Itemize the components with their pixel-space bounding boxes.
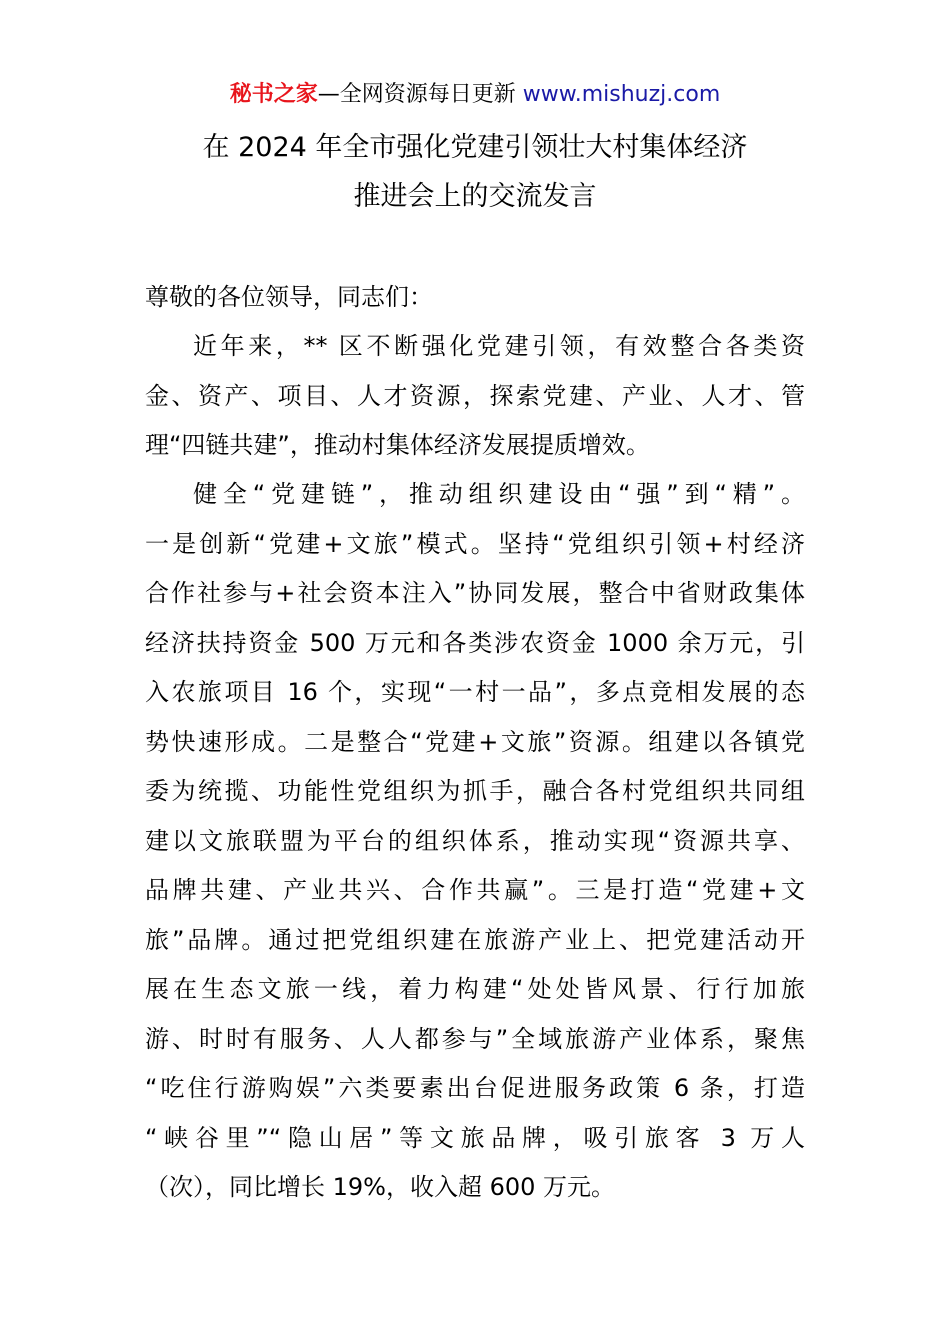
paragraph-line: “峡谷里”“隐山居”等文旅品牌，吸引旅客 3 万人 <box>145 1124 805 1152</box>
site-tagline: —全网资源每日更新 <box>317 82 523 107</box>
paragraph-line: 建以文旅联盟为平台的组织体系，推动实现“资源共享、 <box>145 827 805 855</box>
paragraph-line: 品牌共建、产业共兴、合作共赢”。三是打造“党建+文 <box>145 876 805 904</box>
document-title-line-2: 推进会上的交流发言 <box>353 181 597 212</box>
site-brand: 秘书之家 <box>229 82 318 107</box>
paragraph-line: 展在生态文旅一线，着力构建“处处皆风景、行行加旅 <box>145 975 805 1003</box>
paragraph-line: 委为统揽、功能性党组织为抓手，融合各村党组织共同组 <box>145 777 805 805</box>
paragraph-line: 金、资产、项目、人才资源，探索党建、产业、人才、管 <box>145 382 805 410</box>
paragraph-line: 游、时时有服务、人人都参与”全域旅游产业体系，聚焦 <box>145 1025 805 1053</box>
paragraph-line: 健全“党建链”，推动组织建设由“强”到“精”。 <box>193 480 805 508</box>
paragraph-line: “吃住行游购娱”六类要素出台促进服务政策 6 条，打造 <box>145 1074 805 1102</box>
site-header <box>0 78 950 112</box>
paragraph-line: 势快速形成。二是整合“党建+文旅”资源。组建以各镇党 <box>145 728 805 756</box>
paragraph-line: 理“四链共建”，推动村集体经济发展提质增效。 <box>145 431 650 459</box>
paragraph-line: （次），同比增长 19%，收入超 600 万元。 <box>145 1173 616 1201</box>
document-title-line-1: 在 2024 年全市强化党建引领壮大村集体经济 <box>202 132 748 163</box>
paragraph-line: 合作社参与+社会资本注入”协同发展，整合中省财政集体 <box>145 579 805 607</box>
paragraph-line: 近年来，** 区不断强化党建引领，有效整合各类资 <box>193 332 805 360</box>
paragraph-line: 入农旅项目 16 个，实现“一村一品”，多点竞相发展的态 <box>145 678 805 706</box>
site-url-link[interactable]: www.mishuzj.com <box>522 82 721 107</box>
paragraph-line: 经济扶持资金 500 万元和各类涉农资金 1000 余万元，引 <box>145 629 805 657</box>
salutation: 尊敬的各位领导，同志们： <box>145 283 433 311</box>
paragraph-line: 旅”品牌。通过把党组织建在旅游产业上、把党建活动开 <box>145 926 805 954</box>
paragraph-line: 一是创新“党建+文旅”模式。坚持“党组织引领+村经济 <box>145 530 805 558</box>
